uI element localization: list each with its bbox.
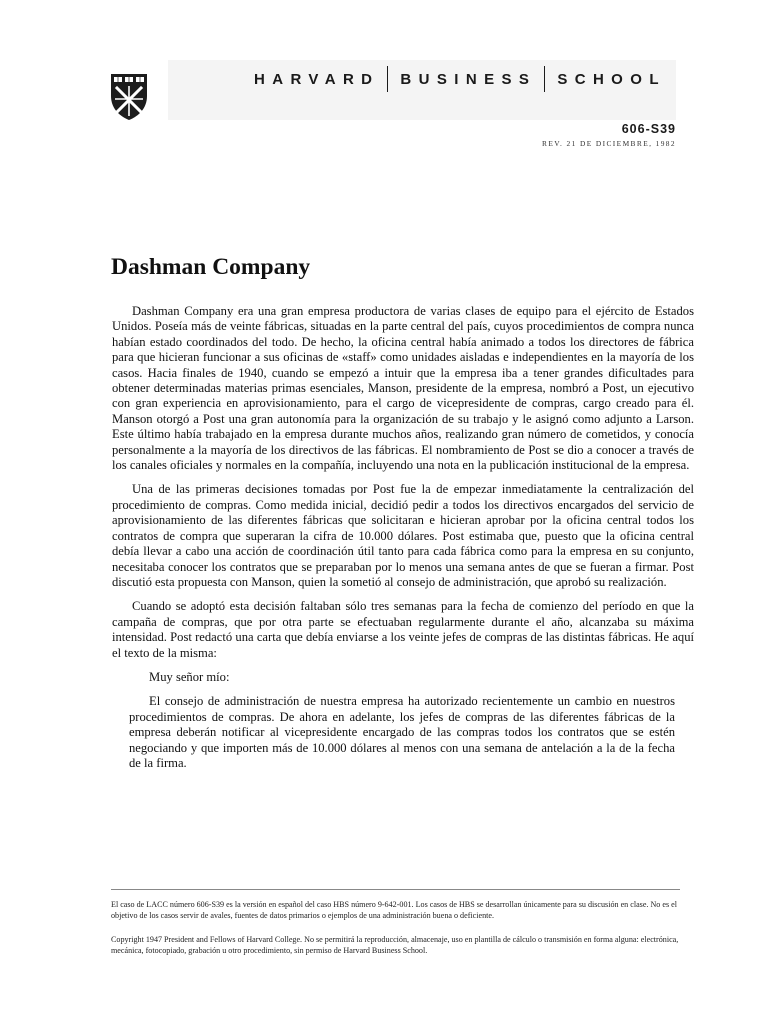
letter-salutation: Muy señor mío: [149,669,230,684]
footnote-copyright: Copyright 1947 President and Fellows of Harvard College. No se permitirá la reproducción, almacenaje, uso en plantilla de cálculo o transmisión en forma alguna: electrónica, mecánica, fotocopiado, grabación u otro procedimiento, sin permiso de Harvard Business School. [111,935,679,955]
document-body [112,304,694,780]
header-separator [387,66,388,92]
body-paragraph: Cuando se adoptó esta decisión faltaban sólo tres semanas para la fecha de comienzo del período en que la campaña de compras, que por otra parte se efectuaban regularmente durante el año, alcanzaba su máxima intensidad. Post redactó una carta que debía enviarse a los veinte jefes de compras de las distintas fábricas. He aquí el texto de la misma: [112,599,694,660]
harvard-shield-icon [109,72,149,122]
body-paragraph: Dashman Company era una gran empresa productora de varias clases de equipo para el ejército de Estados Unidos. Poseía más de veinte fábricas, situadas en la parte central del país, cuyos procedimientos de compra nunca habían estado coordinados del todo. De hecho, la oficina central había animado a todos los directores de fábrica para que hicieran funcionar a sus oficinas de «staff» como unidades aisladas e independientes en la mayoría de los casos. Hacia finales de 1940, cuando se empezó a intuir que la empresa iba a tener grandes dificultades para obtener determinadas materias primas esenciales, Manson, presidente de la empresa, nombró a Post, un ejecutivo con gran experiencia en aprovisionamiento, para el cargo de vicepresidente de compras, cargo creado para él. Manson otorgó a Post una gran autonomía para la organización de su trabajo y le asignó como adjunto a Larson. Este último había trabajado en la empresa durante muchos años, realizando gran número de cometidos, y conocía personalmente a la mayoría de los directivos de las fábricas. El nombramiento de Post se dio a conocer a través de los canales oficiales y normales en la compañía, incluyendo una nota en la publicación institucional de la empresa. [112,304,694,473]
quoted-letter [129,670,675,771]
footnote-divider [111,889,680,890]
case-number: 606-S39 [621,122,676,136]
school-word-harvard: HARVARD [254,70,380,88]
school-word-business: BUSINESS [400,70,537,88]
document-title: Dashman Company [111,254,311,280]
header-separator [544,66,545,92]
letter-body: El consejo de administración de nuestra empresa ha autorizado recientemente un cambio en nuestros procedimientos de compras. De ahora en adelante, los jefes de compras de las diferentes fábricas de la empresa deberán notificar al vicepresidente encargado de las compras todos los contratos que se estén negociando y que importen más de 10.000 dólares al menos con una semana de antelación a la de la fecha de la firma. [129,694,675,770]
body-paragraph: Una de las primeras decisiones tomadas por Post fue la de empezar inmediatamente la centralización del procedimiento de compras. Como medida inicial, decidió pedir a todos los directivos encargados del servicio de aprovisionamiento de las diferentes fábricas que solicitaran e hicieran aprobar por la oficina central todos los contratos de compra que superaran la cifra de 10.000 dólares. Post estimaba que, puesto que la oficina central debía llevar a cabo una acción de coordinación útil tanto para cada fábrica como para la empresa en su conjunto, necesitaba conocer los contratos que se preparaban por lo menos una semana antes de que se fueran a firmar. Post discutió esta propuesta con Manson, quien la sometió al consejo de administración, que aprobó su realización. [112,482,694,589]
revision-date: REV. 21 DE DICIEMBRE, 1982 [542,139,676,148]
school-name [254,66,666,92]
school-word-school: SCHOOL [557,70,666,88]
footnote-case-info: El caso de LACC número 606-S39 es la versión en español del caso HBS número 9-642-001. Los casos de HBS se desarrollan únicamente para su discusión en clase. No es el objetivo de los casos servir de avales, fuentes de datos primarios o ejemplos de una administración buena o deficiente. [111,900,677,920]
